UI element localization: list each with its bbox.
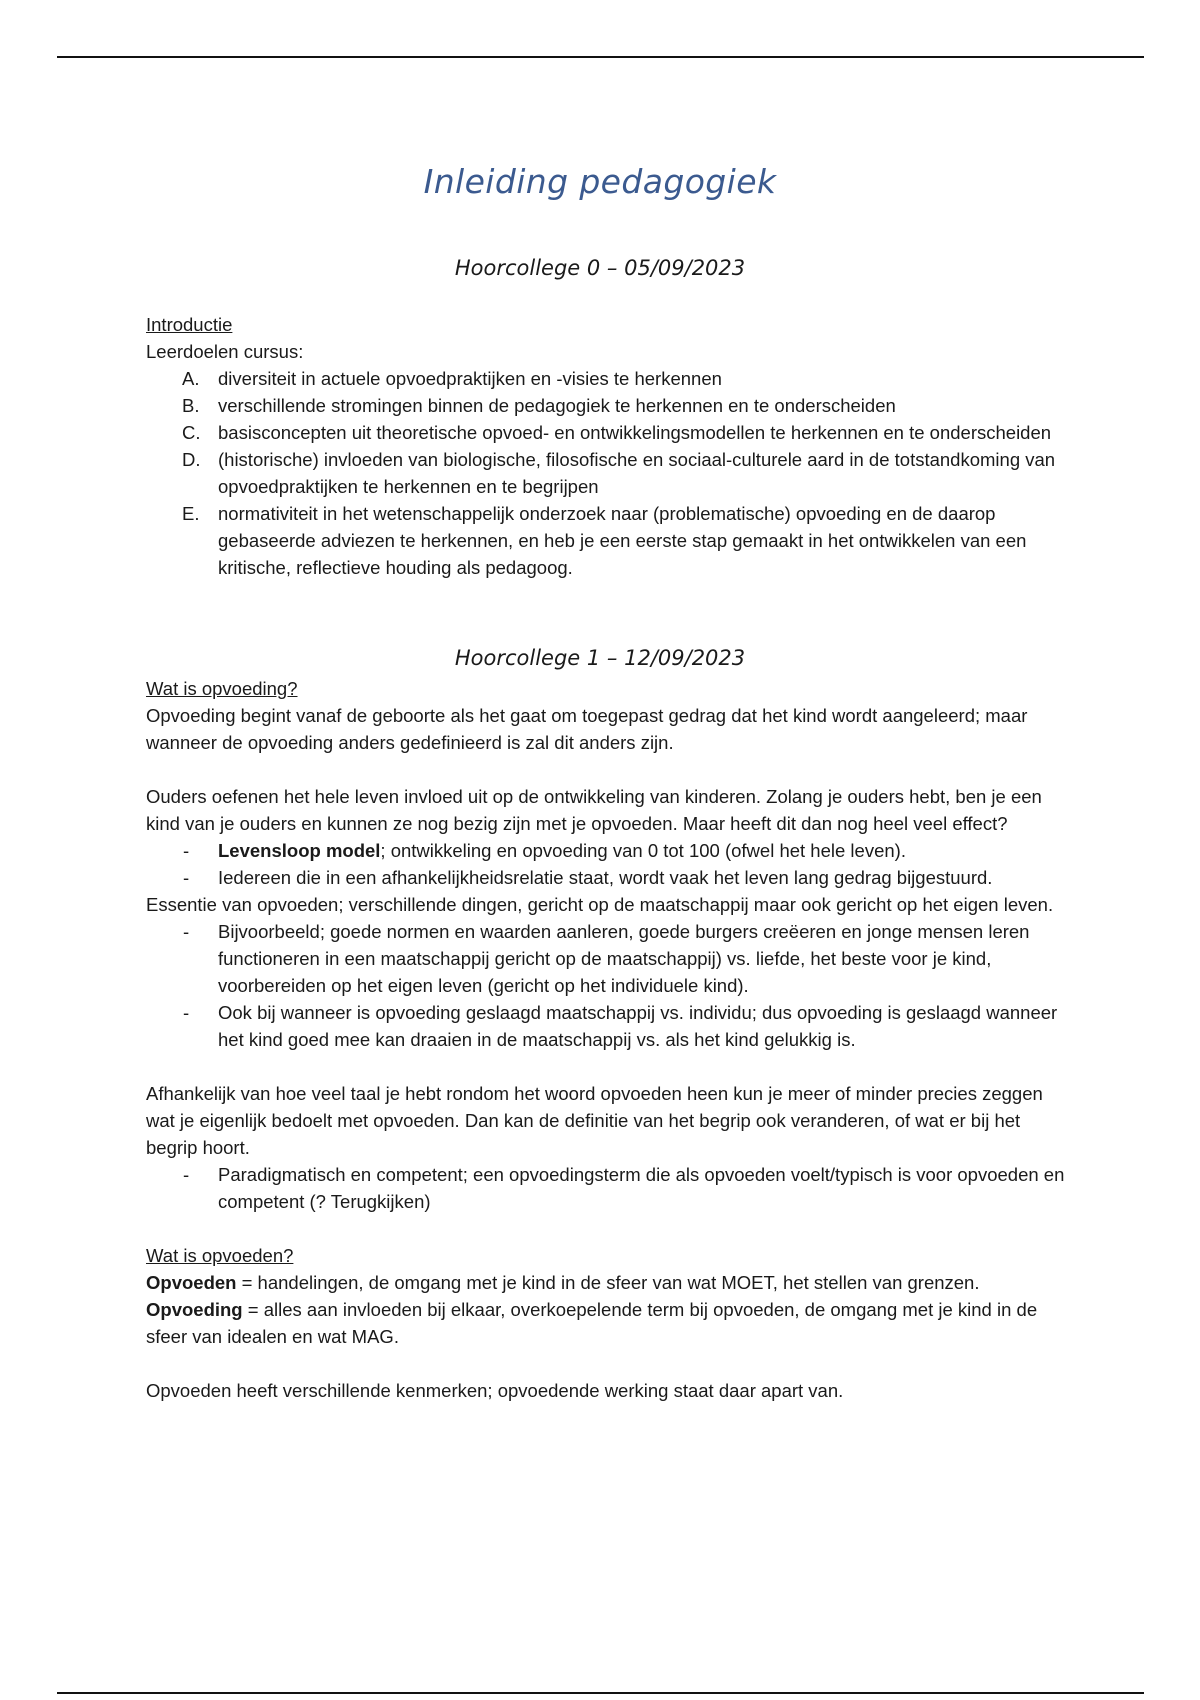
lecture-0-body xyxy=(146,311,1066,581)
goal-text: basisconcepten uit theoretische opvoed- en ontwikkelingsmodellen te herkennen en te onderscheiden xyxy=(218,422,1052,443)
dash-marker: - xyxy=(183,867,190,888)
learning-goals-list xyxy=(146,365,1066,581)
bullet-text: ; ontwikkeling en opvoeding van 0 tot 100 (ofwel het hele leven). xyxy=(380,840,906,861)
bullet-list xyxy=(146,918,1066,1053)
bullet-list xyxy=(146,837,1066,891)
footer-rule xyxy=(57,1692,1144,1694)
goal-marker: E. xyxy=(182,503,200,524)
paragraph: Opvoeden heeft verschillende kenmerken; opvoedende werking staat daar apart van. xyxy=(146,1380,844,1401)
lecture-0 xyxy=(146,255,1066,282)
paragraph: Opvoeding begint vanaf de geboorte als het gaat om toegepast gedrag dat het kind wordt aangeleerd; maar wanneer de opvoeding anders gedefinieerd is zal dit anders zijn. xyxy=(146,705,1028,753)
goal-item xyxy=(146,419,1066,446)
dash-marker: - xyxy=(183,1002,190,1023)
goal-item xyxy=(146,500,1066,581)
paragraph: Essentie van opvoeden; verschillende dingen, gericht op de maatschappij maar ook gericht op het eigen leven. xyxy=(146,894,1054,915)
section-title-wat-is-opvoeden: Wat is opvoeden? xyxy=(146,1245,294,1266)
lecture-1-body xyxy=(146,675,1066,1404)
bullet-item xyxy=(146,864,1066,891)
goal-marker: A. xyxy=(182,368,200,389)
goal-item xyxy=(146,446,1066,500)
paragraph: Ouders oefenen het hele leven invloed uit op de ontwikkeling van kinderen. Zolang je ouders hebt, ben je een kind van je ouders en kunnen ze nog bezig zijn met je opvoeden. Maar heeft dit dan nog heel veel effect? xyxy=(146,786,1042,834)
goal-item xyxy=(146,392,1066,419)
bold-term: Levensloop model xyxy=(218,840,381,861)
bullet-text: Ook bij wanneer is opvoeding geslaagd maatschappij vs. individu; dus opvoeding is geslaagd wanneer het kind goed mee kan draaien in de maatschappij vs. als het kind gelukkig is. xyxy=(218,1002,1058,1050)
definition-opvoeden xyxy=(146,1269,1066,1296)
dash-marker: - xyxy=(183,840,190,861)
bullet-item xyxy=(146,918,1066,999)
bullet-text: Paradigmatisch en competent; een opvoedingsterm die als opvoeden voelt/typisch is voor opvoeden en competent (? Terugkijken) xyxy=(218,1164,1065,1212)
lecture-0-heading: Hoorcollege 0 – 05/09/2023 xyxy=(454,256,746,280)
header-rule xyxy=(57,56,1144,58)
section-title-introductie: Introductie xyxy=(146,314,233,335)
bullet-text: Iedereen die in een afhankelijkheidsrelatie staat, wordt vaak het leven lang gedrag bijgestuurd. xyxy=(218,867,993,888)
goals-intro: Leerdoelen cursus: xyxy=(146,341,304,362)
dash-marker: - xyxy=(183,1164,190,1185)
section-title-wat-is-opvoeding: Wat is opvoeding? xyxy=(146,678,298,699)
goal-marker: C. xyxy=(182,422,201,443)
document-title: Inleiding pedagogiek xyxy=(423,162,777,201)
definition-opvoeding xyxy=(146,1296,1066,1350)
goal-item xyxy=(146,365,1066,392)
bullet-text: Bijvoorbeeld; goede normen en waarden aanleren, goede burgers creëeren en jonge mensen leren functioneren in een maatschappij gericht op de maatschappij) vs. liefde, het beste voor je kind, voorbereiden op het eigen leven (gericht op het individuele kind). xyxy=(218,921,1030,996)
paragraph: Afhankelijk van hoe veel taal je hebt rondom het woord opvoeden heen kun je meer of minder precies zeggen wat je eigenlijk bedoelt met opvoeden. Dan kan de definitie van het begrip ook veranderen, of wat er bij het begrip hoort. xyxy=(146,1083,1043,1158)
lecture-1-heading: Hoorcollege 1 – 12/09/2023 xyxy=(454,646,746,670)
goal-text: diversiteit in actuele opvoedpraktijken en -visies te herkennen xyxy=(218,368,722,389)
goal-text: verschillende stromingen binnen de pedagogiek te herkennen en te onderscheiden xyxy=(218,395,896,416)
goal-marker: B. xyxy=(182,395,200,416)
bullet-item xyxy=(146,837,1066,864)
dash-marker: - xyxy=(183,921,190,942)
bold-term: Opvoeden xyxy=(146,1272,237,1293)
bullet-item xyxy=(146,1161,1066,1215)
bullet-item xyxy=(146,999,1066,1053)
bold-term: Opvoeding xyxy=(146,1299,243,1320)
definition-text: = handelingen, de omgang met je kind in de sfeer van wat MOET, het stellen van grenzen. xyxy=(236,1272,980,1293)
goal-text: (historische) invloeden van biologische, filosofische en sociaal-culturele aard in de totstandkoming van opvoedpraktijken te herkennen en te begrijpen xyxy=(218,449,1056,497)
bullet-list xyxy=(146,1161,1066,1215)
goal-text: normativiteit in het wetenschappelijk onderzoek naar (problematische) opvoeding en de daarop gebaseerde adviezen te herkennen, en heb je een eerste stap gemaakt in het ontwikkelen van een kritische, reflectieve houding als pedagoog. xyxy=(218,503,1027,578)
definition-text: = alles aan invloeden bij elkaar, overkoepelende term bij opvoeden, de omgang met je kind in de sfeer van idealen en wat MAG. xyxy=(146,1299,1038,1347)
goal-marker: D. xyxy=(182,449,201,470)
lecture-1 xyxy=(146,645,1066,672)
